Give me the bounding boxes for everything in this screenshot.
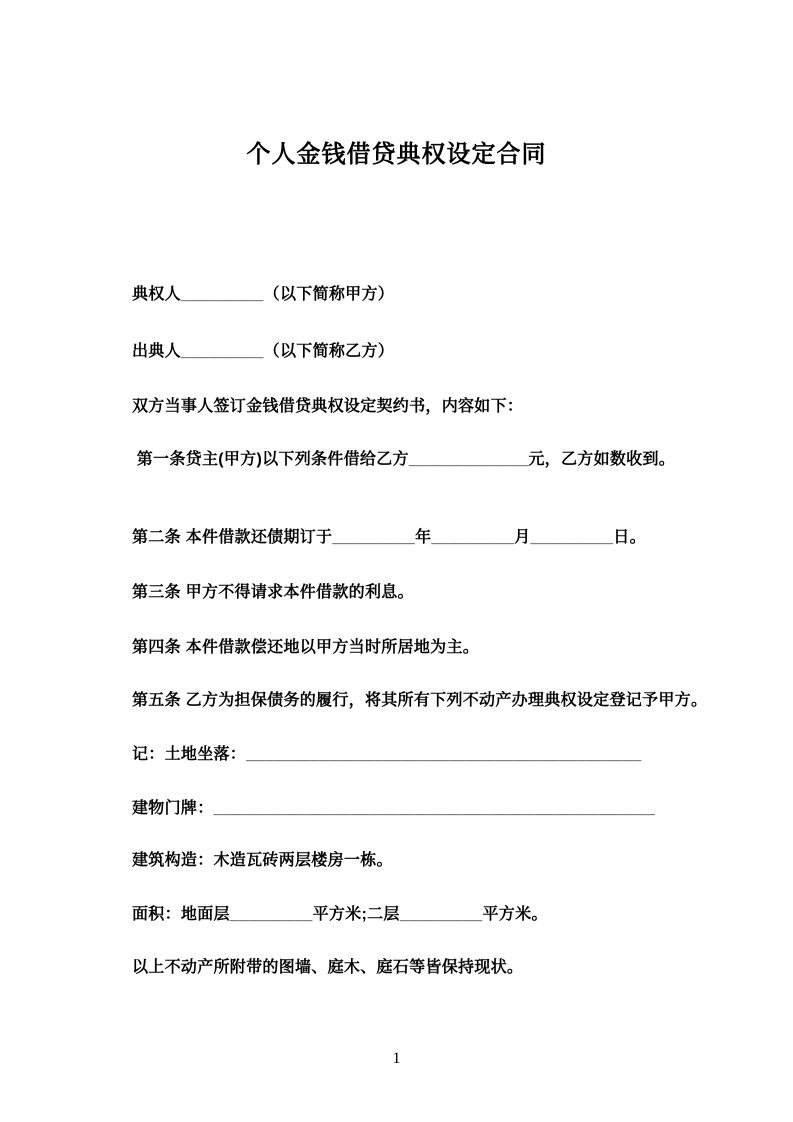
line-land-location: 记：土地坐落：___________________________________________ bbox=[132, 746, 642, 763]
line-attached-items-note: 以上不动产所附带的图墙、庭木、庭石等皆保持现状。 bbox=[132, 959, 524, 976]
line-article-4-repayment-place: 第四条 本件借款偿还地以甲方当时所居地为主。 bbox=[132, 639, 480, 656]
line-pledgor-party-b: 出典人_________（以下简称乙方） bbox=[132, 343, 395, 360]
line-article-3-no-interest: 第三条 甲方不得请求本件借款的利息。 bbox=[132, 584, 414, 601]
line-pledgee-party-a: 典权人_________（以下简称甲方） bbox=[132, 286, 395, 303]
line-article-1-loan-amount: 第一条贷主(甲方)以下列条件借给乙方_____________元，乙方如数收到。 bbox=[132, 451, 676, 468]
line-article-2-repayment-date: 第二条 本件借款还债期订于_________年_________月_________日。 bbox=[132, 529, 646, 546]
line-article-5-pawn-registration: 第五条 乙方为担保债务的履行，将其所有下列不动产办理典权设定登记予甲方。 bbox=[132, 692, 708, 709]
line-floor-area: 面积：地面层_________平方米;二层_________平方米。 bbox=[132, 906, 548, 923]
document-title: 个人金钱借贷典权设定合同 bbox=[246, 141, 547, 168]
page-number: 1 bbox=[392, 1050, 401, 1067]
line-building-address: 建物门牌：________________________________________________ bbox=[132, 800, 656, 817]
line-building-structure: 建筑构造：木造瓦砖两层楼房一栋。 bbox=[132, 852, 393, 869]
line-preamble: 双方当事人签订金钱借贷典权设定契约书，内容如下： bbox=[132, 398, 524, 415]
